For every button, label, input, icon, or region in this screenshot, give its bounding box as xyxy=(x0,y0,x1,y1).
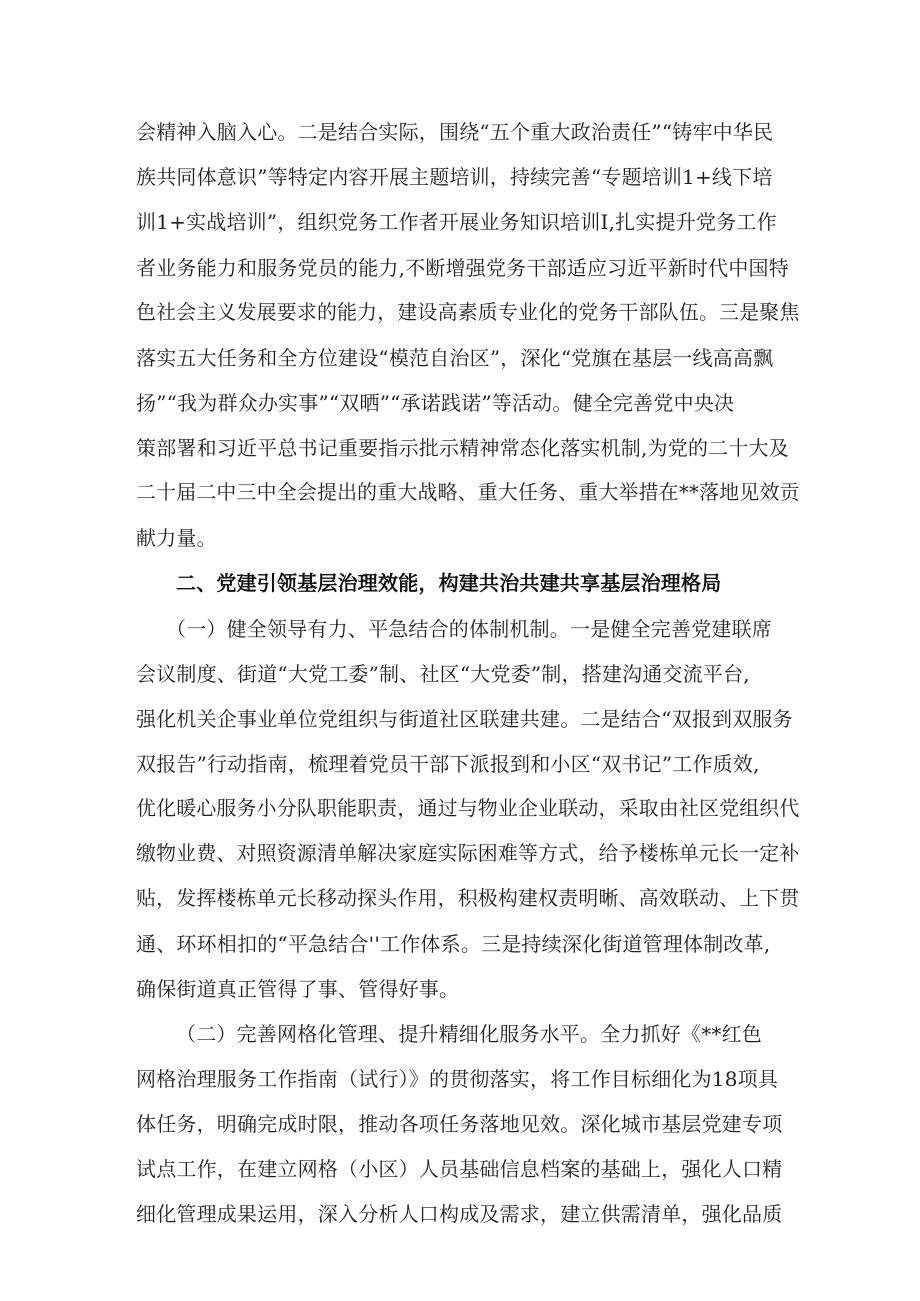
text-line: 细化管理成果运用，深入分析人口构成及需求，建立供需清单，强化品质 xyxy=(136,1202,783,1226)
text-line: 落实五大任务和全方位建设“模范自治区”，深化“党旗在基层一线高高飘 xyxy=(136,346,774,370)
text-line: 体任务，明确完成时限，推动各项任务落地见效。深化城市基层党建专项 xyxy=(136,1112,783,1136)
text-line: 族共同体意识”等特定内容开展主题培训，持续完善“专题培训1+线下培 xyxy=(136,165,773,189)
section-heading: 二、党建引领基层治理效能，构建共治共建共享基层治理格局 xyxy=(176,571,722,595)
text-line: 献力量。 xyxy=(136,526,217,550)
text-line: （二）完善网格化管理、提升精细化服务水平。全力抓好《**红色 xyxy=(176,1022,762,1046)
text-line: 训1+实战培训”，组织党务工作者开展业务知识培训I,扎实提升党务工作 xyxy=(136,210,777,234)
text-line: 贴，发挥楼栋单元长移动探头作用，积极构建权责明晰、高效联动、上下贯 xyxy=(136,887,800,910)
text-line: 缴物业费、对照资源清单解决家庭实际困难等方式，给予楼栋单元长一定补 xyxy=(136,842,800,865)
text-line: 优化暖心服务小分队职能职责，通过与物业企业联动，采取由社区党组织代 xyxy=(136,797,800,820)
text-line: 强化机关企事业单位党组织与街道社区联建共建。二是结合“双报到双服务 xyxy=(136,707,793,731)
text-line: （一）健全领导有力、平急结合的体制机制。一是健全完善党建联席 xyxy=(166,617,772,641)
text-line: 会精神入脑入心。二是结合实际，围绕“五个重大政治责任”“铸牢中华民 xyxy=(136,120,774,144)
text-line: 色社会主义发展要求的能力，建设高素质专业化的党务干部队伍。三是聚焦 xyxy=(136,301,800,324)
text-line: 网格治理服务工作指南（试行）》的贯彻落实，将工作目标细化为18项具 xyxy=(136,1067,779,1091)
text-line: 策部署和习近平总书记重要指示批示精神常态化落实机制,为党的二十大及 xyxy=(136,436,789,460)
text-line: 会议制度、街道“大党工委”制、社区“大党委”制，搭建沟通交流平台, xyxy=(136,662,750,686)
text-line: 者业务能力和服务党员的能力,不断增强党务干部适应习近平新时代中国特 xyxy=(136,256,789,280)
text-line: 确保街道真正管得了事、管得好事。 xyxy=(136,977,460,1001)
text-line: 二十届二中三中全会提出的重大战略、重大任务、重大举措在**落地见效贡 xyxy=(136,481,800,504)
text-line: 通、环环相扣的“平急结合''工作体系。三是持续深化街道管理体制改革, xyxy=(136,932,771,956)
text-line: 扬”“我为群众办实事”“双晒”“承诺践诺”等活动。健全完善党中央决 xyxy=(136,391,735,415)
text-line: 试点工作，在建立网格（小区）人员基础信息档案的基础上，强化人口精 xyxy=(136,1157,783,1181)
text-line: 双报告”行动指南，梳理着党员干部下派报到和小区“双书记”工作质效, xyxy=(136,752,760,776)
